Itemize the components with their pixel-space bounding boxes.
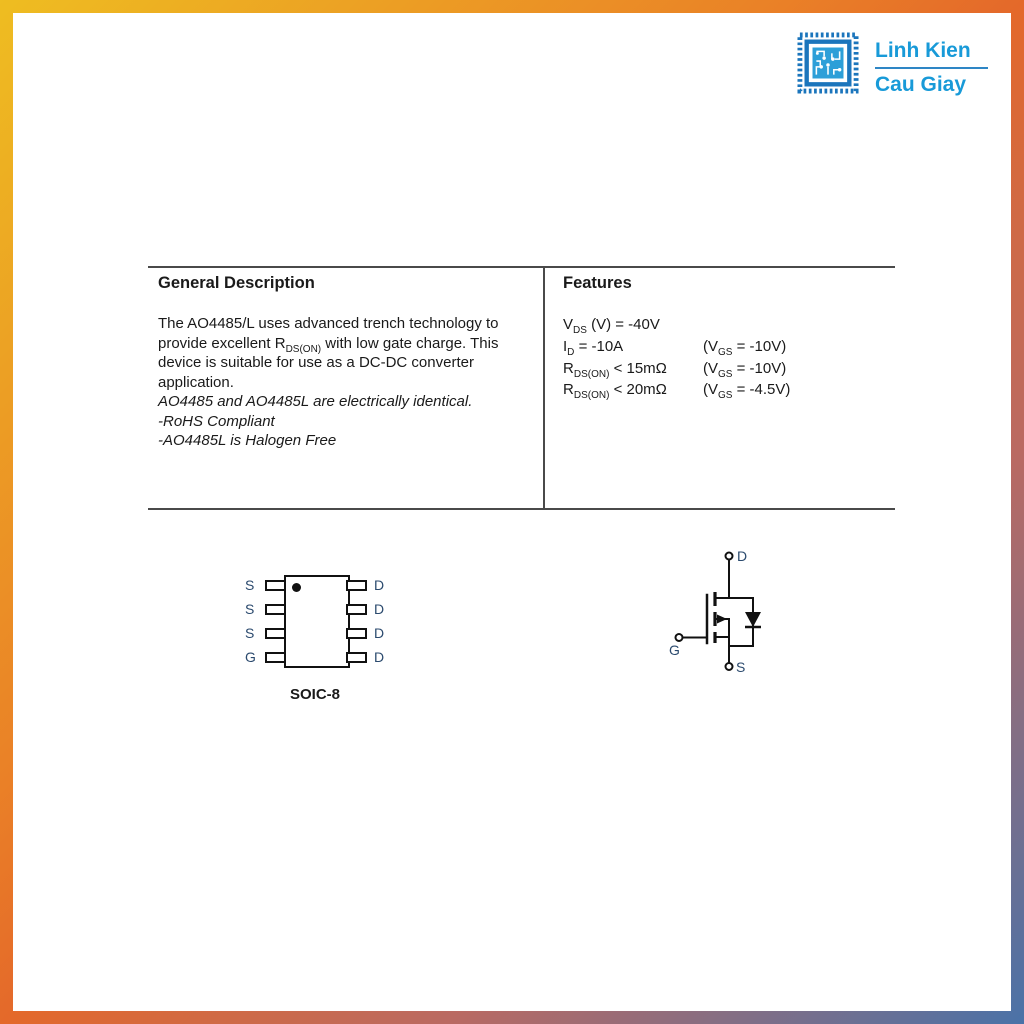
feature-condition: $(V_{GS} = -10V)$ — [703, 359, 787, 380]
feature-row-rdson-15 — [563, 358, 893, 380]
pin-label-d4: D — [374, 649, 385, 665]
brand-chip-icon — [797, 32, 859, 99]
white-page-background — [13, 13, 1011, 1011]
features-title: Features — [563, 274, 632, 292]
pmos-schematic-symbol — [655, 542, 805, 692]
gate-terminal-circle — [676, 634, 683, 641]
general-description-title: General Description — [158, 274, 315, 292]
pin1-dot — [292, 583, 301, 592]
bottom-rule — [148, 508, 895, 510]
general-description-body — [158, 314, 536, 451]
source-terminal-circle — [726, 663, 733, 670]
pin-label-s3: S — [245, 625, 255, 641]
note-identical: AO4485 and AO4485L are electrically identical. — [158, 393, 473, 410]
brand-name-line2: Cau Giay — [875, 73, 967, 96]
brand-wordmark — [875, 40, 988, 95]
feature-value: $I_D = -10A$ — [563, 337, 624, 358]
column-divider — [543, 266, 545, 510]
features-list — [563, 314, 893, 401]
pin-s2 — [265, 604, 286, 615]
pin-label-s2: S — [245, 601, 255, 617]
top-rule — [148, 266, 895, 268]
drain-label: D — [737, 548, 748, 564]
pin-s3 — [265, 628, 286, 639]
feature-row-vds — [563, 314, 893, 336]
pin-label-g: G — [245, 649, 256, 665]
pmos-arrow — [717, 615, 727, 624]
general-paragraph: The AO4485/L uses advanced trench technology to provide excellent $R_{DS(ON)}$ with low gate charge. This device is suitable for use as a DC-DC converter application. — [158, 315, 499, 391]
feature-value: $V_{DS}$ (V) = -40V — [563, 316, 660, 336]
package-name-label: SOIC-8 — [289, 686, 340, 703]
pin-label-d2: D — [374, 601, 385, 617]
pin-g — [265, 652, 286, 663]
soic8-package-drawing — [240, 570, 400, 710]
pin-s1 — [265, 580, 286, 591]
feature-value: $R_{DS(ON)} < 15m\Omega$ — [563, 359, 667, 380]
brand-divider — [875, 67, 988, 69]
pin-label-d1: D — [374, 577, 385, 593]
pin-d3 — [346, 628, 367, 639]
pin-label-s1: S — [245, 577, 255, 593]
pin-d4 — [346, 652, 367, 663]
gate-label: G — [669, 642, 680, 658]
pin-label-d3: D — [374, 625, 385, 641]
note-rohs: -RoHS Compliant — [158, 412, 275, 430]
feature-condition: $(V_{GS} = -4.5V)$ — [703, 381, 791, 402]
feature-value: $R_{DS(ON)} < 20m\Omega$ — [563, 381, 667, 402]
note-halogen: -AO4485L is Halogen Free — [158, 432, 337, 449]
drain-terminal-circle — [726, 553, 733, 560]
feature-row-id — [563, 336, 893, 358]
feature-condition: $(V_{GS} = -10V)$ — [703, 337, 787, 358]
pin-d2 — [346, 604, 367, 615]
brand-name-line1: Linh Kien — [875, 39, 971, 62]
pin-d1 — [346, 580, 367, 591]
feature-row-rdson-20 — [563, 379, 893, 401]
subscript-dson: DS(ON) — [285, 343, 322, 355]
source-label: S — [736, 659, 746, 675]
body-diode — [745, 612, 761, 627]
